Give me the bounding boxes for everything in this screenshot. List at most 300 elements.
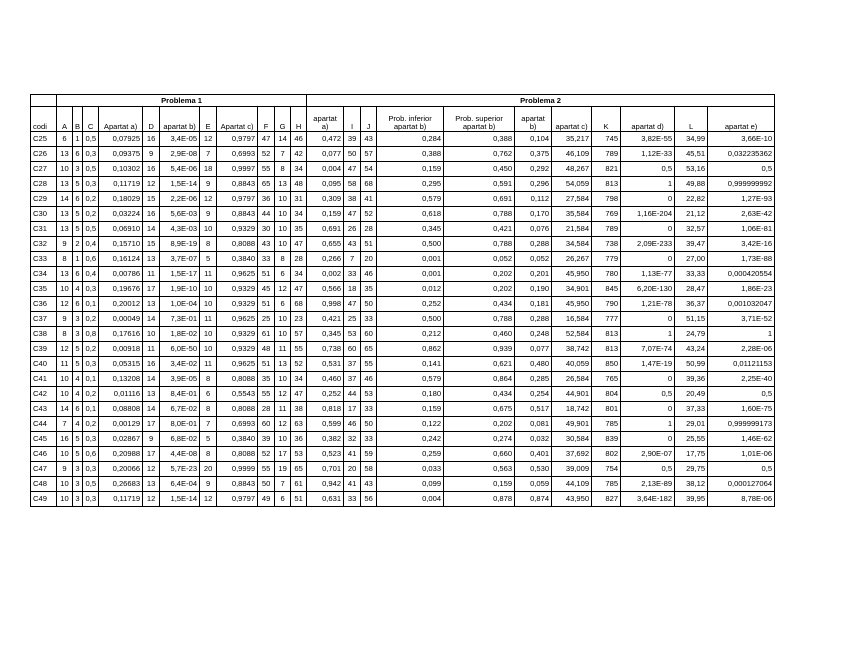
table-cell: 821 (592, 162, 621, 177)
table-cell: 0,523 (307, 447, 344, 462)
table-cell: 11 (57, 357, 73, 372)
table-cell: 0,202 (444, 417, 515, 432)
table-row (31, 372, 775, 387)
table-cell: 9 (57, 237, 73, 252)
table-cell: 0,248 (515, 327, 552, 342)
table-cell: 35 (258, 372, 275, 387)
table-cell: 0,618 (377, 207, 444, 222)
table-cell: 0,4 (83, 237, 99, 252)
table-cell: 0,095 (307, 177, 344, 192)
table-cell: 0,288 (515, 237, 552, 252)
table-cell: 0,9329 (217, 327, 258, 342)
table-cell: 33 (344, 492, 361, 507)
table-cell: 28 (361, 222, 377, 237)
table-row (31, 207, 775, 222)
table-cell: 0,8 (83, 327, 99, 342)
table-cell: 53 (361, 387, 377, 402)
row-code-cell: C33 (31, 252, 57, 267)
table-cell: 39,47 (675, 237, 708, 252)
table-cell: 12 (275, 387, 291, 402)
table-row (31, 267, 775, 282)
table-row (31, 222, 775, 237)
table-cell: 43 (361, 477, 377, 492)
table-row (31, 297, 775, 312)
table-cell: 0,942 (307, 477, 344, 492)
table-cell: 35,217 (552, 132, 592, 147)
table-cell: 17 (275, 447, 291, 462)
table-cell: 1,06E-81 (708, 222, 775, 237)
table-cell: 45,950 (552, 297, 592, 312)
table-cell: 8 (200, 237, 217, 252)
table-cell: 65 (291, 462, 307, 477)
table-cell: 0,480 (515, 357, 552, 372)
table-cell: 12 (143, 492, 160, 507)
table-cell: 3,4E-02 (160, 357, 200, 372)
table-cell: 0,05315 (99, 357, 143, 372)
table-cell: 0,00786 (99, 267, 143, 282)
table-cell: 5 (73, 432, 83, 447)
table-cell: 0,20012 (99, 297, 143, 312)
table-cell: 0,5543 (217, 387, 258, 402)
table-cell: 13 (57, 177, 73, 192)
table-cell: 6,4E-04 (160, 477, 200, 492)
table-cell: 9 (143, 432, 160, 447)
table-cell: 44 (344, 387, 361, 402)
table-cell: 0,500 (377, 312, 444, 327)
table-cell: 53 (291, 447, 307, 462)
table-cell: 7 (344, 252, 361, 267)
table-cell: 7,3E-01 (160, 312, 200, 327)
column-header: apartat b) (515, 107, 552, 132)
table-cell: 0,3 (83, 177, 99, 192)
table-cell: 8,78E-06 (708, 492, 775, 507)
table-cell: 2,25E-40 (708, 372, 775, 387)
table-cell: 39 (344, 132, 361, 147)
table-cell: 13 (57, 222, 73, 237)
table-cell: 790 (592, 297, 621, 312)
table-cell: 0,9625 (217, 312, 258, 327)
table-cell: 1,5E-14 (160, 492, 200, 507)
table-cell: 0,8088 (217, 372, 258, 387)
table-cell: 12 (275, 282, 291, 297)
table-cell: 65 (258, 177, 275, 192)
table-cell: 1,0E-04 (160, 297, 200, 312)
table-cell: 5 (73, 357, 83, 372)
table-cell: 839 (592, 432, 621, 447)
table-cell: 0,5 (83, 162, 99, 177)
column-header: Apartat c) (217, 107, 258, 132)
table-cell: 0,631 (307, 492, 344, 507)
table-cell: 0,11719 (99, 177, 143, 192)
table-cell: 46 (361, 267, 377, 282)
table-cell: 29,01 (675, 417, 708, 432)
table-cell: 8 (200, 372, 217, 387)
table-cell: 55 (291, 342, 307, 357)
table-cell: 0,6993 (217, 147, 258, 162)
table-cell: 48 (291, 177, 307, 192)
table-row (31, 312, 775, 327)
table-cell: 1 (621, 327, 675, 342)
table-cell: 13 (143, 297, 160, 312)
table-cell: 65 (361, 342, 377, 357)
table-cell: 0,3840 (217, 432, 258, 447)
table-cell: 0,382 (307, 432, 344, 447)
table-cell: 6 (200, 387, 217, 402)
table-cell: 33 (361, 312, 377, 327)
table-cell: 785 (592, 417, 621, 432)
table-cell: 35 (361, 282, 377, 297)
table-cell: 32,57 (675, 222, 708, 237)
table-cell: 3,66E-10 (708, 132, 775, 147)
table-cell: 5 (73, 342, 83, 357)
table-cell: 0 (621, 372, 675, 387)
table-cell: 4 (73, 387, 83, 402)
table-cell: 54,059 (552, 177, 592, 192)
table-cell: 0,701 (307, 462, 344, 477)
table-cell: 0 (621, 222, 675, 237)
table-cell: 6 (275, 267, 291, 282)
table-cell: 21,12 (675, 207, 708, 222)
table-cell: 0,20066 (99, 462, 143, 477)
table-cell: 0,5 (708, 462, 775, 477)
table-cell: 47 (258, 132, 275, 147)
column-header: K (592, 107, 621, 132)
table-cell: 9 (200, 177, 217, 192)
table-cell: 5 (73, 177, 83, 192)
column-header: B (73, 107, 83, 132)
table-cell: 35,584 (552, 207, 592, 222)
table-cell: 3,9E-05 (160, 372, 200, 387)
table-cell: 0,077 (515, 342, 552, 357)
table-cell: 14 (143, 312, 160, 327)
table-cell: 3,82E-55 (621, 132, 675, 147)
table-cell: 0,212 (377, 327, 444, 342)
table-cell: 35 (291, 222, 307, 237)
table-cell: 36 (258, 192, 275, 207)
table-cell: 44,109 (552, 477, 592, 492)
table-cell: 0,3 (83, 462, 99, 477)
table-cell: 0,9329 (217, 282, 258, 297)
table-cell: 30,584 (552, 432, 592, 447)
row-code-cell: C46 (31, 447, 57, 462)
table-cell: 10 (57, 492, 73, 507)
table-cell: 10 (200, 342, 217, 357)
table-cell: 0,5 (83, 222, 99, 237)
table-cell: 813 (592, 177, 621, 192)
table-cell: 16 (57, 432, 73, 447)
column-header: D (143, 107, 160, 132)
table-cell: 41 (344, 477, 361, 492)
table-cell: 10 (200, 222, 217, 237)
table-cell: 41 (361, 192, 377, 207)
table-cell: 0,10302 (99, 162, 143, 177)
table-cell: 0,032235362 (708, 147, 775, 162)
table-cell: 3 (73, 327, 83, 342)
table-cell: 0,864 (444, 372, 515, 387)
table-cell: 44,901 (552, 387, 592, 402)
table-row (31, 162, 775, 177)
table-cell: 6,7E-02 (160, 402, 200, 417)
table-cell: 33 (361, 432, 377, 447)
table-cell: 12 (200, 132, 217, 147)
table-cell: 4,4E-08 (160, 447, 200, 462)
table-cell: 0,5 (83, 477, 99, 492)
table-cell: 0,591 (444, 177, 515, 192)
table-cell: 3 (73, 312, 83, 327)
table-cell: 17 (143, 417, 160, 432)
table-cell: 0,002 (307, 267, 344, 282)
column-header: apartat d) (621, 107, 675, 132)
table-cell: 22,82 (675, 192, 708, 207)
table-row (31, 447, 775, 462)
table-cell: 18,742 (552, 402, 592, 417)
table-cell: 50 (361, 417, 377, 432)
table-cell: 801 (592, 402, 621, 417)
table-cell: 43 (361, 132, 377, 147)
table-cell: 0,032 (515, 432, 552, 447)
table-cell: 0,345 (377, 222, 444, 237)
table-cell: 11 (143, 342, 160, 357)
table-cell: 13 (57, 207, 73, 222)
table-cell: 55 (258, 387, 275, 402)
table-cell: 0,02867 (99, 432, 143, 447)
table-cell: 1,73E-88 (708, 252, 775, 267)
table-cell: 5,6E-03 (160, 207, 200, 222)
table-cell: 7 (200, 417, 217, 432)
table-cell: 17 (143, 447, 160, 462)
table-cell: 17 (143, 282, 160, 297)
table-cell: 0,202 (444, 282, 515, 297)
table-cell: 45 (258, 282, 275, 297)
table-cell: 46 (291, 132, 307, 147)
table-cell: 16 (143, 132, 160, 147)
table-cell: 0,530 (515, 462, 552, 477)
table-cell: 0,675 (444, 402, 515, 417)
table-cell: 0,104 (515, 132, 552, 147)
column-header: apartat c) (552, 107, 592, 132)
table-cell: 802 (592, 447, 621, 462)
column-header: Prob. inferior apartat b) (377, 107, 444, 132)
table-cell: 52 (258, 147, 275, 162)
row-code-cell: C25 (31, 132, 57, 147)
table-cell: 47 (344, 162, 361, 177)
table-cell: 15 (143, 237, 160, 252)
table-cell: 0,762 (444, 147, 515, 162)
table-cell: 5 (73, 207, 83, 222)
table-cell: 0,9999 (217, 462, 258, 477)
table-cell: 0,012 (377, 282, 444, 297)
row-code-cell: C36 (31, 297, 57, 312)
table-cell: 8 (57, 252, 73, 267)
table-cell: 7 (275, 147, 291, 162)
table-cell: 738 (592, 237, 621, 252)
table-cell: 51 (291, 492, 307, 507)
table-cell: 2,13E-89 (621, 477, 675, 492)
table-cell: 33 (344, 267, 361, 282)
table-cell: 0,788 (444, 207, 515, 222)
row-code-cell: C45 (31, 432, 57, 447)
table-cell: 0,9329 (217, 342, 258, 357)
row-code-cell: C38 (31, 327, 57, 342)
table-cell: 13 (143, 252, 160, 267)
group-problema-2: Problema 2 (307, 95, 775, 107)
table-cell: 14 (275, 132, 291, 147)
table-cell: 0,388 (444, 132, 515, 147)
table-cell: 0,00918 (99, 342, 143, 357)
table-cell: 8,0E-01 (160, 417, 200, 432)
row-code-cell: C28 (31, 177, 57, 192)
table-cell: 9 (57, 462, 73, 477)
table-cell: 34,901 (552, 282, 592, 297)
table-cell: 29,75 (675, 462, 708, 477)
row-code-cell: C42 (31, 387, 57, 402)
table-cell: 6 (275, 492, 291, 507)
table-cell: 789 (592, 222, 621, 237)
table-cell: 0,000127064 (708, 477, 775, 492)
table-cell: 27,00 (675, 252, 708, 267)
table-cell: 37 (344, 357, 361, 372)
table-cell: 33,33 (675, 267, 708, 282)
group-header-row (31, 95, 775, 107)
table-cell: 10 (57, 282, 73, 297)
table-cell: 18 (200, 162, 217, 177)
table-cell: 10 (275, 312, 291, 327)
table-cell: 33 (258, 252, 275, 267)
table-row (31, 402, 775, 417)
table-cell: 0,9997 (217, 162, 258, 177)
group-problema-1: Problema 1 (57, 95, 307, 107)
table-cell: 8 (275, 252, 291, 267)
table-row (31, 327, 775, 342)
table-cell: 6 (73, 297, 83, 312)
table-cell: 0,579 (377, 372, 444, 387)
table-cell: 7 (275, 477, 291, 492)
table-cell: 0,655 (307, 237, 344, 252)
table-cell: 0,2 (83, 342, 99, 357)
table-cell: 0,1 (83, 402, 99, 417)
row-code-cell: C32 (31, 237, 57, 252)
table-cell: 0,9329 (217, 222, 258, 237)
table-cell: 1,60E-75 (708, 402, 775, 417)
table-cell: 0,288 (515, 312, 552, 327)
table-cell: 58 (344, 177, 361, 192)
table-cell: 10 (57, 387, 73, 402)
table-cell: 40,059 (552, 357, 592, 372)
table-cell: 50 (361, 297, 377, 312)
column-header: L (675, 107, 708, 132)
table-cell: 25,55 (675, 432, 708, 447)
table-cell: 2,63E-42 (708, 207, 775, 222)
table-cell: 21,584 (552, 222, 592, 237)
column-header: codi (31, 107, 57, 132)
table-cell: 3,42E-16 (708, 237, 775, 252)
table-cell: 765 (592, 372, 621, 387)
table-cell: 36,37 (675, 297, 708, 312)
table-cell: 27,584 (552, 192, 592, 207)
table-cell: 1,8E-02 (160, 327, 200, 342)
table-cell: 55 (258, 462, 275, 477)
table-cell: 0,122 (377, 417, 444, 432)
table-cell: 1,46E-62 (708, 432, 775, 447)
table-cell: 12 (275, 417, 291, 432)
table-cell: 0,000420554 (708, 267, 775, 282)
table-cell: 14 (57, 402, 73, 417)
table-cell: 14 (57, 192, 73, 207)
table-cell: 0,3840 (217, 252, 258, 267)
table-cell: 68 (361, 177, 377, 192)
table-cell: 43,950 (552, 492, 592, 507)
table-cell: 0,621 (444, 357, 515, 372)
table-cell: 20,49 (675, 387, 708, 402)
table-cell: 28,47 (675, 282, 708, 297)
table-cell: 0,004 (377, 492, 444, 507)
table-cell: 14 (143, 402, 160, 417)
table-cell: 0,8088 (217, 237, 258, 252)
table-cell: 57 (291, 327, 307, 342)
table-cell: 0,06910 (99, 222, 143, 237)
table-cell: 11 (275, 402, 291, 417)
table-cell: 1,86E-23 (708, 282, 775, 297)
table-cell: 0,9329 (217, 297, 258, 312)
table-cell: 0,6 (83, 252, 99, 267)
table-cell: 51 (258, 297, 275, 312)
table-row (31, 417, 775, 432)
table-cell: 6 (73, 192, 83, 207)
table-cell: 0,6993 (217, 417, 258, 432)
table-cell: 16 (143, 357, 160, 372)
row-code-cell: C49 (31, 492, 57, 507)
table-cell: 8 (200, 447, 217, 462)
table-cell: 0,8088 (217, 447, 258, 462)
table-cell: 55 (258, 162, 275, 177)
table-cell: 0,00129 (99, 417, 143, 432)
table-cell: 0,112 (515, 192, 552, 207)
table-cell: 0,999999173 (708, 417, 775, 432)
table-cell: 49,88 (675, 177, 708, 192)
table-cell: 0,500 (377, 237, 444, 252)
table-cell: 0,190 (515, 282, 552, 297)
table-cell: 1 (73, 252, 83, 267)
table-cell: 0,421 (307, 312, 344, 327)
table-cell: 1 (73, 132, 83, 147)
table-row (31, 432, 775, 447)
table-cell: 0,09375 (99, 147, 143, 162)
table-cell: 5 (73, 222, 83, 237)
table-cell: 50 (344, 147, 361, 162)
table-cell: 12 (57, 297, 73, 312)
table-cell: 45,51 (675, 147, 708, 162)
table-cell: 39,009 (552, 462, 592, 477)
table-cell: 10 (200, 297, 217, 312)
table-cell: 34 (291, 372, 307, 387)
table-cell: 52,584 (552, 327, 592, 342)
table-cell: 0,5 (708, 162, 775, 177)
table-cell: 0,001 (377, 267, 444, 282)
table-row (31, 252, 775, 267)
table-cell: 0,1 (83, 297, 99, 312)
table-cell: 0,00049 (99, 312, 143, 327)
table-row (31, 147, 775, 162)
table-cell: 0,17616 (99, 327, 143, 342)
table-cell: 0,3 (83, 357, 99, 372)
table-cell: 0,401 (515, 447, 552, 462)
table-cell: 0,9625 (217, 357, 258, 372)
table-cell: 0,388 (377, 147, 444, 162)
column-header: H (291, 107, 307, 132)
table-cell: 0,788 (444, 312, 515, 327)
table-cell: 0,159 (307, 207, 344, 222)
table-cell: 0,8843 (217, 207, 258, 222)
